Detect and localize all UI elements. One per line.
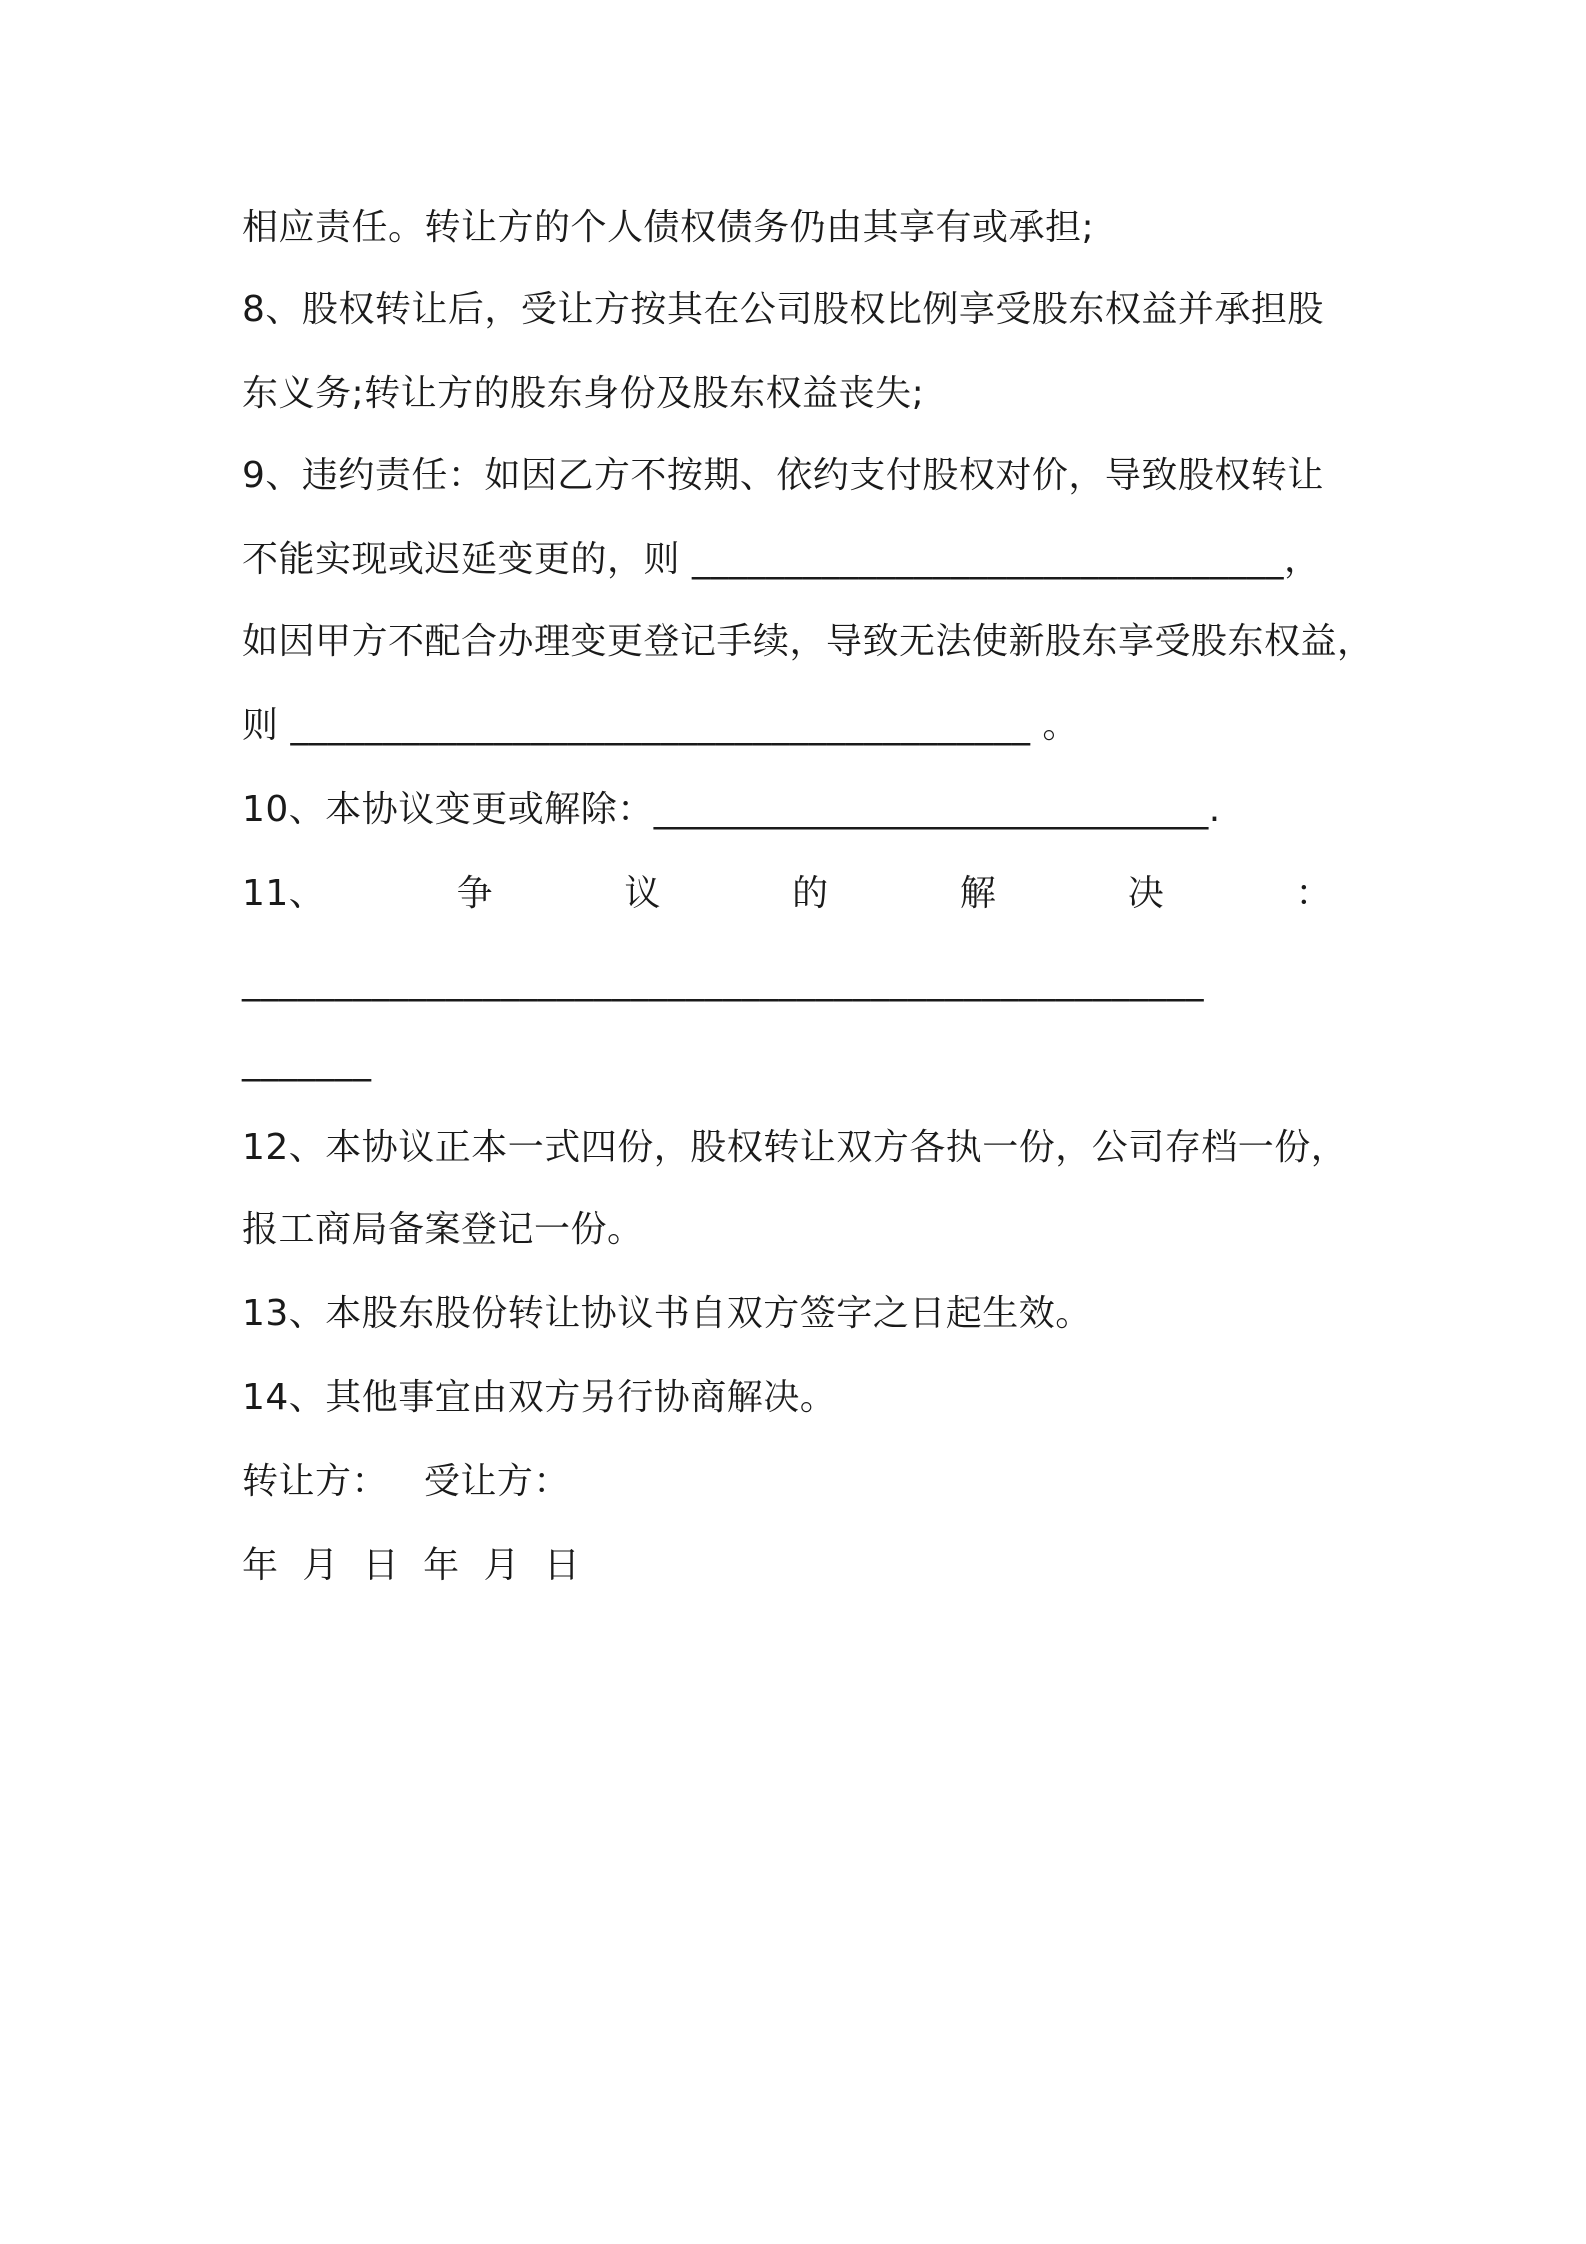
clause-12-line-1: 12、本协议正本一式四份，股权转让双方各执一份，公司存档一份， <box>242 1127 1348 1168</box>
clause-11-char: 争 <box>456 873 494 914</box>
clause-10-line: 10、本协议变更或解除：______________________________. <box>242 789 1221 830</box>
signature-parties-line: 转让方： 受让方： <box>242 1461 570 1502</box>
clause-11-heading <box>242 872 1332 916</box>
text-line: 相应责任。转让方的个人债权债务仍由其享有或承担; <box>242 207 1095 248</box>
clause-9-line-1: 9、违约责任：如因乙方不按期、依约支付股权对价，导致股权转让 <box>242 455 1324 496</box>
clause-13-line: 13、本股东股份转让协议书自双方签字之日起生效。 <box>242 1293 1092 1334</box>
clause-11-number: 11、 <box>242 873 326 914</box>
clause-11-blank-line-2: _______ <box>242 1041 372 1082</box>
clause-11-char: 议 <box>624 873 661 914</box>
clause-11-char: 的 <box>792 873 829 914</box>
clause-9-line-4: 则 ________________________________________ 。 <box>242 705 1079 746</box>
clause-9-line-2: 不能实现或迟延变更的，则 ________________________________， <box>242 539 1321 580</box>
clause-11-char: 解 <box>959 873 997 914</box>
clause-8-line-2: 东义务;转让方的股东身份及股东权益丧失; <box>242 373 925 414</box>
clause-12-line-2: 报工商局备案登记一份。 <box>242 1209 644 1250</box>
clause-11-blank-line-1: ____________________________________________________ <box>242 961 1204 1002</box>
clause-11-char: 决 <box>1127 873 1165 914</box>
clause-14-line: 14、其他事宜由双方另行协商解决。 <box>242 1377 837 1418</box>
clause-8-line-1: 8、股权转让后，受让方按其在公司股权比例享受股东权益并承担股 <box>242 289 1324 330</box>
signature-date-line: 年 月 日 年 月 日 <box>242 1545 581 1586</box>
clause-11-colon: ： <box>1295 873 1332 914</box>
clause-9-line-3: 如因甲方不配合办理变更登记手续，导致无法使新股东享受股东权益， <box>242 621 1374 662</box>
